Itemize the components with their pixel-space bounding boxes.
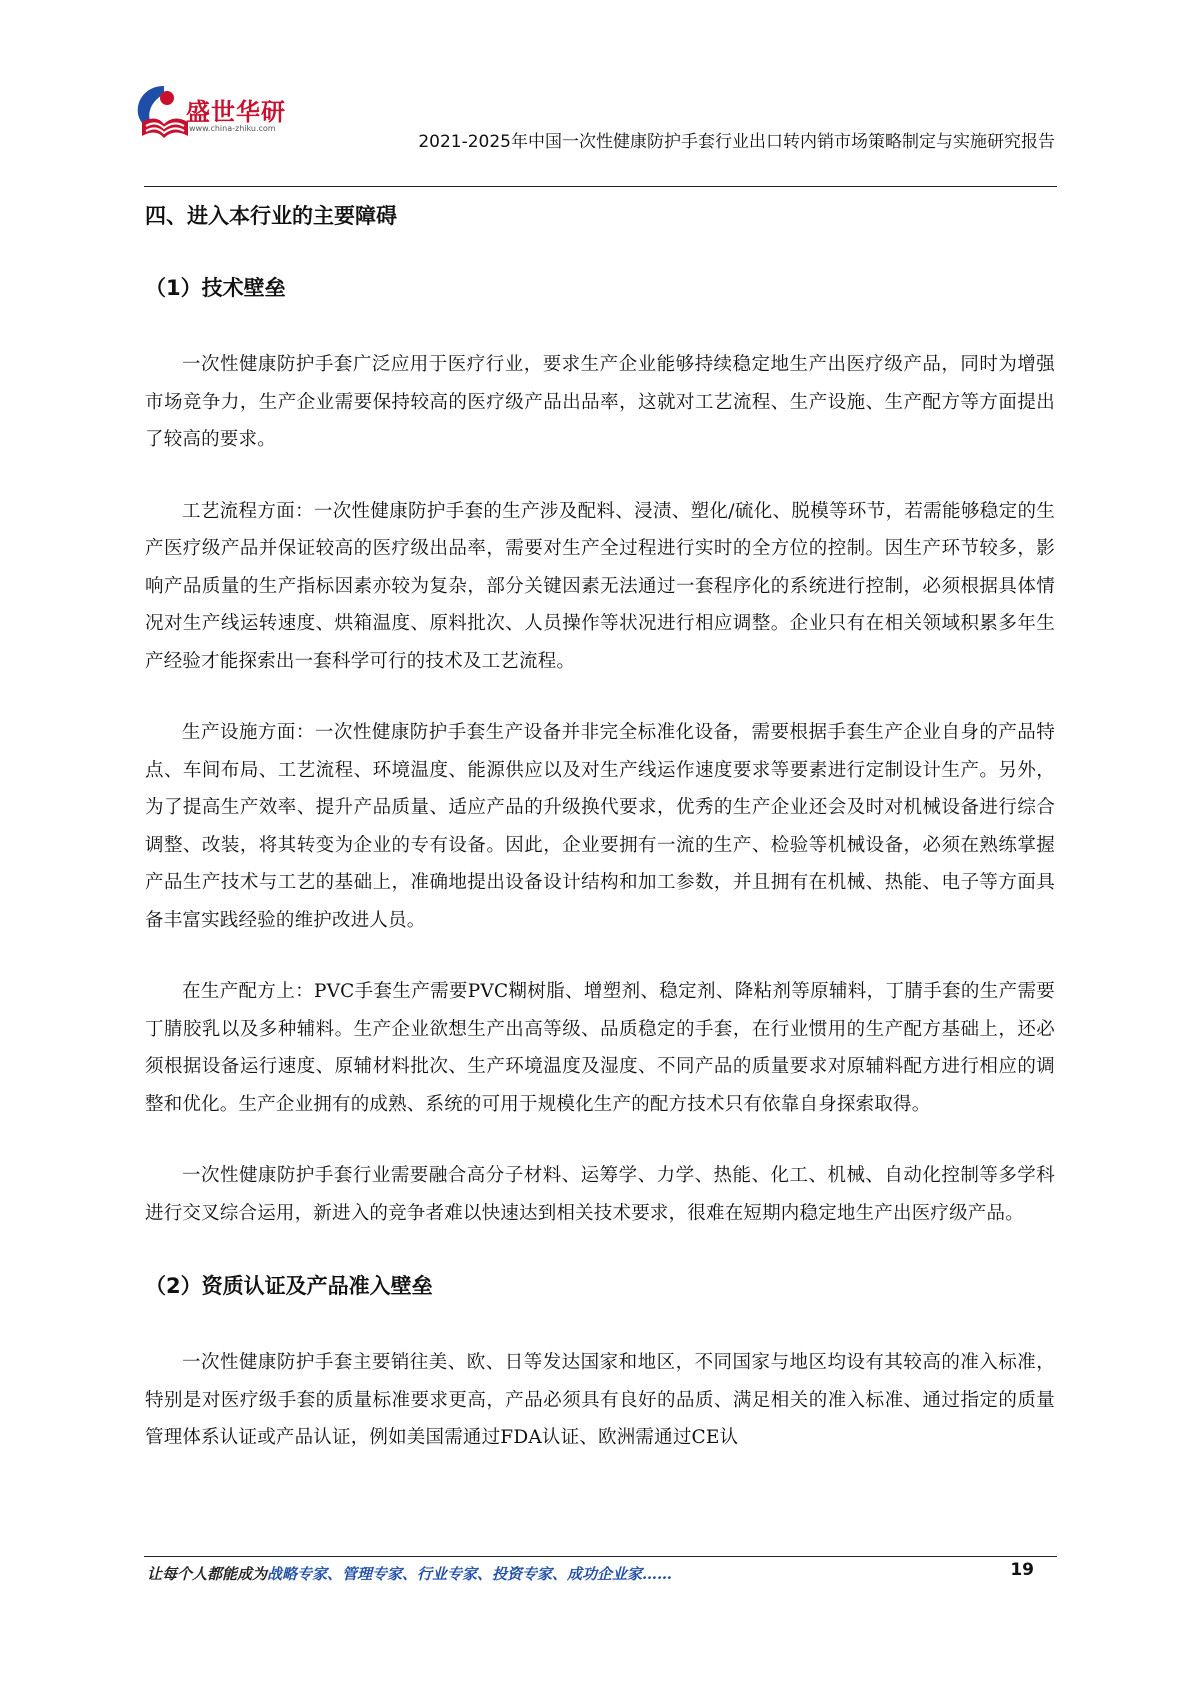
paragraph: 工艺流程方面：一次性健康防护手套的生产涉及配料、浸渍、塑化/硫化、脱模等环节，若需能够稳定的生产医疗级产品并保证较高的医疗级出品率，需要对生产全过程进行实时的全方位的控制。因生产环节较多，影响产品质量的生产指标因素亦较为复杂，部分关键因素无法通过一套程序化的系统进行控制，必须根据具体情况对生产线运转速度、烘箱温度、原料批次、人员操作等状况进行相应调整。企业只有在相关领域积累多年生产经验才能探索出一套科学可行的技术及工艺流程。 [145,500,1055,672]
logo-url: www.china-zhiku.com [189,124,276,133]
footer-slogan-prefix: 让每个人都能成为 [147,1565,268,1583]
page-body [145,196,1055,1457]
subsection-heading-certification-barriers: （2）资质认证及产品准入壁垒 [145,1274,433,1298]
logo-brand-name: 盛世华研 [186,98,286,126]
paragraph: 一次性健康防护手套行业需要融合高分子材料、运筹学、力学、热能、化工、机械、自动化控制等多学科进行交叉综合运用，新进入的竞争者难以快速达到相关技术要求，很难在短期内稳定地生产出医疗级产品。 [145,1165,1055,1224]
subsection-heading-technical-barriers: （1）技术壁垒 [145,276,286,300]
paragraph: 生产设施方面：一次性健康防护手套生产设备并非完全标准化设备，需要根据手套生产企业自身的产品特点、车间布局、工艺流程、环境温度、能源供应以及对生产线运作速度要求等要素进行定制设计生产。另外，为了提高生产效率、提升产品质量、适应产品的升级换代要求，优秀的生产企业还会及时对机械设备进行综合调整、改装，将其转变为企业的专有设备。因此，企业要拥有一流的生产、检验等机械设备，必须在熟练掌握产品生产技术与工艺的基础上，准确地提出设备设计结构和加工参数，并且拥有在机械、热能、电子等方面具备丰富实践经验的维护改进人员。 [145,722,1055,931]
paragraph: 一次性健康防护手套主要销往美、欧、日等发达国家和地区，不同国家与地区均设有其较高的准入标准，特别是对医疗级手套的质量标准要求更高，产品必须具有良好的品质、满足相关的准入标准、通过指定的质量管理体系认证或产品认证，例如美国需通过FDA认证、欧洲需通过CE认 [145,1352,1055,1448]
paragraph: 一次性健康防护手套广泛应用于医疗行业，要求生产企业能够持续稳定地生产出医疗级产品，同时为增强市场竞争力，生产企业需要保持较高的医疗级产品出品率，这就对工艺流程、生产设施、生产配方等方面提出了较高的要求。 [145,354,1055,450]
section-heading: 四、进入本行业的主要障碍 [145,204,397,228]
footer-slogan-highlight: 战略专家、管理专家、行业专家、投资专家、成功企业家…… [267,1565,673,1583]
footer-slogan [147,1563,672,1584]
footer-divider [144,1556,1057,1557]
paragraph: 在生产配方上：PVC手套生产需要PVC糊树脂、增塑剂、稳定剂、降粘剂等原辅料，丁腈手套的生产需要丁腈胶乳以及多种辅料。生产企业欲想生产出高等级、品质稳定的手套，在行业惯用的生产配方基础上，还必须根据设备运行速度、原辅材料批次、生产环境温度及湿度、不同产品的质量要求对原辅料配方进行相应的调整和优化。生产企业拥有的成熟、系统的可用于规模化生产的配方技术只有依靠自身探索取得。 [145,981,1055,1115]
page-number: 19 [1010,1560,1034,1580]
report-title: 2021-2025年中国一次性健康防护手套行业出口转内销市场策略制定与实施研究报告 [418,132,1055,152]
header-divider [144,186,1057,187]
